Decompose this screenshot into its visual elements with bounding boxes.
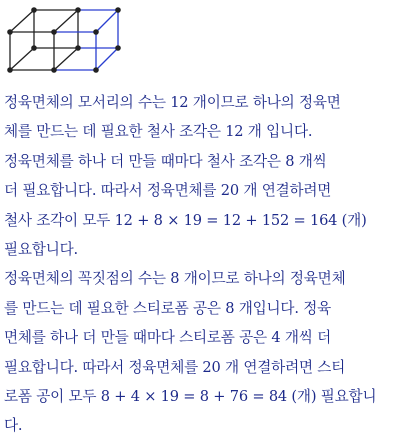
connected-cubes-figure [4, 2, 122, 76]
text-line: 정육면체의 꼭짓점의 수는 8 개이므로 하나의 정육면체 [4, 270, 346, 288]
text-line: 철사 조각이 모두 12 + 8 × 19 = 12 + 152 = 164 (개) [4, 211, 367, 229]
text-line: 로폼 공이 모두 8 + 4 × 19 = 8 + 76 = 84 (개) 필요합니 [4, 387, 377, 405]
text-line: 를 만드는 데 필요한 스티로폼 공은 8 개입니다. 정육 [4, 299, 331, 317]
text-line: 체를 만드는 데 필요한 철사 조각은 12 개 입니다. [4, 123, 313, 141]
text-line: 정육면체의 모서리의 수는 12 개이므로 하나의 정육면 [4, 94, 341, 111]
solution-text [4, 88, 398, 441]
text-line: 더 필요합니다. 따라서 정육면체를 20 개 연결하려면 [4, 182, 332, 200]
text-line: 필요합니다. [4, 240, 78, 258]
first-cube [10, 10, 78, 70]
text-line: 면체를 하나 더 만들 때마다 스티로폼 공은 4 개씩 더 [4, 329, 331, 347]
text-line: 다. [4, 417, 23, 435]
text-line: 정육면체를 하나 더 만들 때마다 철사 조각은 8 개씩 [4, 152, 327, 170]
text-line: 필요합니다. 따라서 정육면체를 20 개 연결하려면 스티 [4, 358, 346, 376]
